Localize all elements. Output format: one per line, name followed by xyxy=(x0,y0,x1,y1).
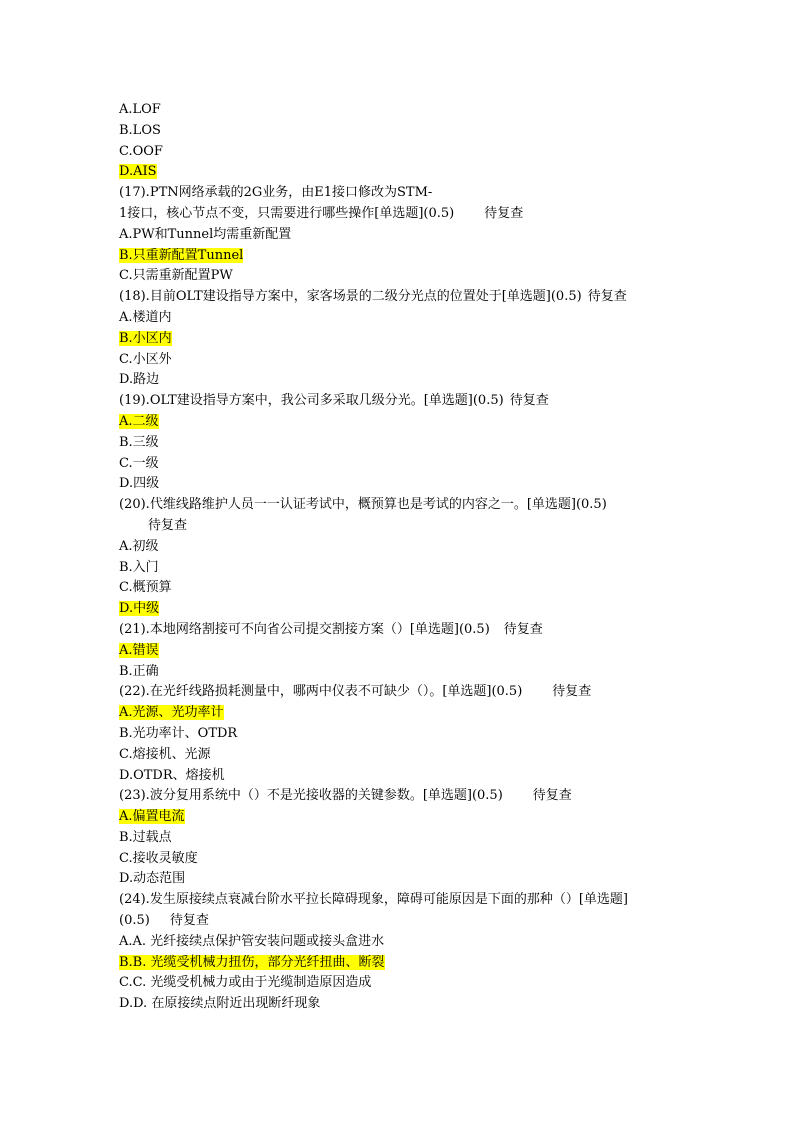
answer-highlight: B.B. 光缆受机械力扭伤，部分光纤扭曲、断裂 xyxy=(119,954,385,970)
answer-highlight: B.小区内 xyxy=(119,330,172,346)
option-q16-c: C.OOF xyxy=(119,143,163,159)
answer-highlight: D.中级 xyxy=(119,601,160,617)
answer-highlight: B.只重新配置Tunnel xyxy=(119,247,244,263)
option-q20-b: B.入门 xyxy=(119,559,159,575)
option-q24-a: A.A. 光纤接续点保护管安装问题或接头盒进水 xyxy=(119,933,385,949)
option-q20-d-correct xyxy=(119,599,679,620)
option-q20-c: C.概预算 xyxy=(119,580,172,596)
option-q17-c: C.只需重新配置PW xyxy=(119,268,233,284)
option-q22-d: D.OTDR、熔接机 xyxy=(119,767,225,783)
option-q16-a: A.LOF xyxy=(119,102,161,117)
option-q23-a-correct xyxy=(119,807,679,828)
option-q23-d: D.动态范围 xyxy=(119,871,186,887)
status-label: 待复查 xyxy=(509,393,549,409)
status-label: 待复查 xyxy=(532,788,572,804)
option-q16-b: B.LOS xyxy=(119,122,161,138)
option-q22-a-correct xyxy=(119,703,679,724)
option-q24-b-correct xyxy=(119,953,679,974)
document-body xyxy=(119,100,679,1015)
status-label: 待复查 xyxy=(484,205,524,221)
option-q22-b: B.光功率计、OTDR xyxy=(119,725,238,741)
option-q19-b: B.三级 xyxy=(119,434,159,450)
question-22-text: (22).在光纤线路损耗测量中，哪两中仪表不可缺少（）。[单选题](0.5) 待复查 xyxy=(119,684,592,700)
option-q24-d: D.D. 在原接续点附近出现断纤现象 xyxy=(119,996,321,1012)
answer-highlight: A.偏置电流 xyxy=(119,809,185,825)
option-q19-a-correct xyxy=(119,412,679,433)
answer-highlight: A.光源、光功率计 xyxy=(119,705,224,721)
option-q23-b: B.过载点 xyxy=(119,829,172,845)
question-24-text-cont: (0.5) 待复查 xyxy=(119,913,209,929)
answer-highlight: A.错误 xyxy=(119,642,159,658)
status-label: 待复查 xyxy=(552,684,592,700)
question-20-status xyxy=(119,516,679,537)
question-18-text: (18).目前OLT建设指导方案中，家客场景的二级分光点的位置处于[单选题](0.5) 待复查 xyxy=(119,289,627,305)
option-q16-d-correct xyxy=(119,162,679,183)
option-q21-b: B.正确 xyxy=(119,663,159,679)
question-20-text: (20).代维线路维护人员一一认证考试中，概预算也是考试的内容之一。[单选题](0.5) xyxy=(119,497,607,513)
status-label: 待复查 xyxy=(148,517,188,533)
option-q22-c: C.熔接机、光源 xyxy=(119,746,211,762)
option-q17-a: A.PW和Tunnel均需重新配置 xyxy=(119,226,292,242)
option-q18-a: A.楼道内 xyxy=(119,309,172,325)
option-q18-b-correct xyxy=(119,329,679,350)
status-label: 待复查 xyxy=(169,913,209,929)
option-q18-d: D.路边 xyxy=(119,372,160,388)
answer-highlight: A.二级 xyxy=(119,413,159,429)
question-17-text: (17).PTN网络承载的2G业务，由E1接口修改为STM- xyxy=(119,185,433,201)
option-q19-c: C.一级 xyxy=(119,455,159,471)
option-q23-c: C.接收灵敏度 xyxy=(119,850,198,866)
option-q21-a-correct xyxy=(119,641,679,662)
option-q24-c: C.C. 光缆受机械力或由于光缆制造原因造成 xyxy=(119,975,372,991)
question-21-text: (21).本地网络割接可不向省公司提交割接方案（）[单选题](0.5) 待复查 xyxy=(119,621,543,637)
status-label: 待复查 xyxy=(587,289,627,305)
option-q18-c: C.小区外 xyxy=(119,351,172,367)
question-23-text: (23).波分复用系统中（）不是光接收器的关键参数。[单选题](0.5) 待复查 xyxy=(119,788,572,804)
answer-highlight: D.AIS xyxy=(119,164,157,180)
question-24-text: (24).发生原接续点衰减台阶水平拉长障碍现象，障碍可能原因是下面的那种（）[单选题] xyxy=(119,892,628,908)
status-label: 待复查 xyxy=(503,621,543,637)
option-q20-a: A.初级 xyxy=(119,538,159,554)
question-17-text-cont: 1接口，核心节点不变，只需要进行哪些操作[单选题](0.5) 待复查 xyxy=(119,205,524,221)
option-q17-b-correct xyxy=(119,246,679,267)
option-q19-d: D.四级 xyxy=(119,476,160,492)
question-19-text: (19).OLT建设指导方案中，我公司多采取几级分光。[单选题](0.5) 待复查 xyxy=(119,393,549,409)
